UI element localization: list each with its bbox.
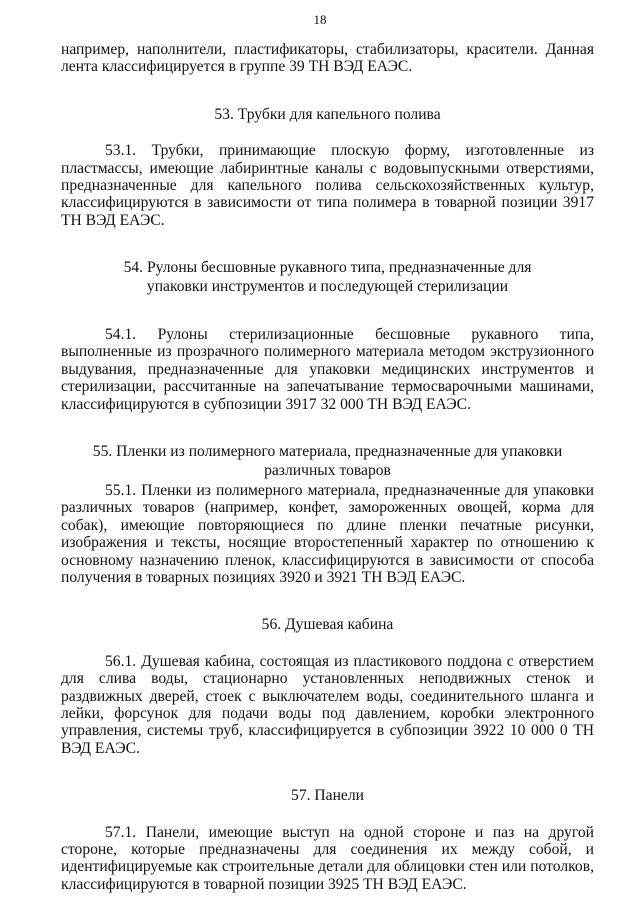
section-heading-55: 55. Пленки из полимерного материала, предназначенные для упаковки различных товаров — [92, 443, 563, 479]
document-body — [61, 41, 594, 893]
section-heading-54: 54. Рулоны бесшовные рукавного типа, предназначенные для упаковки инструментов и последующей стерилизации — [123, 259, 532, 295]
section-heading-53: 53. Трубки для капельного полива — [214, 105, 441, 123]
paragraph-continuation: например, наполнители, пластификаторы, стабилизаторы, красители. Данная лента классифицируется в группе 39 ТН ВЭД ЕАЭС. — [61, 41, 594, 76]
paragraph-57-1: 57.1. Панели, имеющие выступ на одной стороне и паз на другой стороне, которые предназначены для соединения их между собой, и идентифицируемые как строительные детали для облицовки стен или потолков, классифицируются в товарной позиции 3925 ТН ВЭД ЕАЭС. — [61, 823, 594, 893]
page-number: 18 — [313, 12, 327, 27]
paragraph-53-1: 53.1. Трубки, принимающие плоскую форму, изготовленные из пластмассы, имеющие лабиринтные каналы с водовыпускными отверстиями, предназначенные для капельного полива сельскохозяйственных культур, классифицируются в зависимости от типа полимера в товарной позиции 3917 ТН ВЭД ЕАЭС. — [61, 142, 594, 229]
paragraph-55-1: 55.1. Пленки из полимерного материала, предназначенные для упаковки различных товаров (например, конфет, замороженных овощей, корма для собак), имеющие повторяющиеся по длине пленки печатные рисунки, изображения и тексты, носящие второстепенный характер по отношению к основному назначению пленок, классифицируются в зависимости от способа получения в товарных позициях 3920 и 3921 ТН ВЭД ЕАЭС. — [61, 481, 594, 586]
section-heading-57: 57. Панели — [291, 787, 364, 805]
section-heading-56: 56. Душевая кабина — [261, 616, 394, 634]
paragraph-54-1: 54.1. Рулоны стерилизационные бесшовные рукавного типа, выполненные из прозрачного полимерного материала методом экструзионного выдувания, предназначенные для упаковки медицинских инструментов и стерилизации, рассчитанные на запечатывание термосварочными машинами, классифицируются в субпозиции 3917 32 000 ТН ВЭД ЕАЭС. — [61, 326, 594, 413]
paragraph-56-1: 56.1. Душевая кабина, состоящая из пластикового поддона с отверстием для слива воды, стационарно установленных неподвижных стенок и раздвижных дверей, стоек с выключателем воды, соединительного шланга и лейки, форсунок для подачи воды под давлением, коробки электронного управления, системы труб, классифицируется в субпозиции 3922 10 000 0 ТН ВЭД ЕАЭС. — [61, 652, 594, 757]
